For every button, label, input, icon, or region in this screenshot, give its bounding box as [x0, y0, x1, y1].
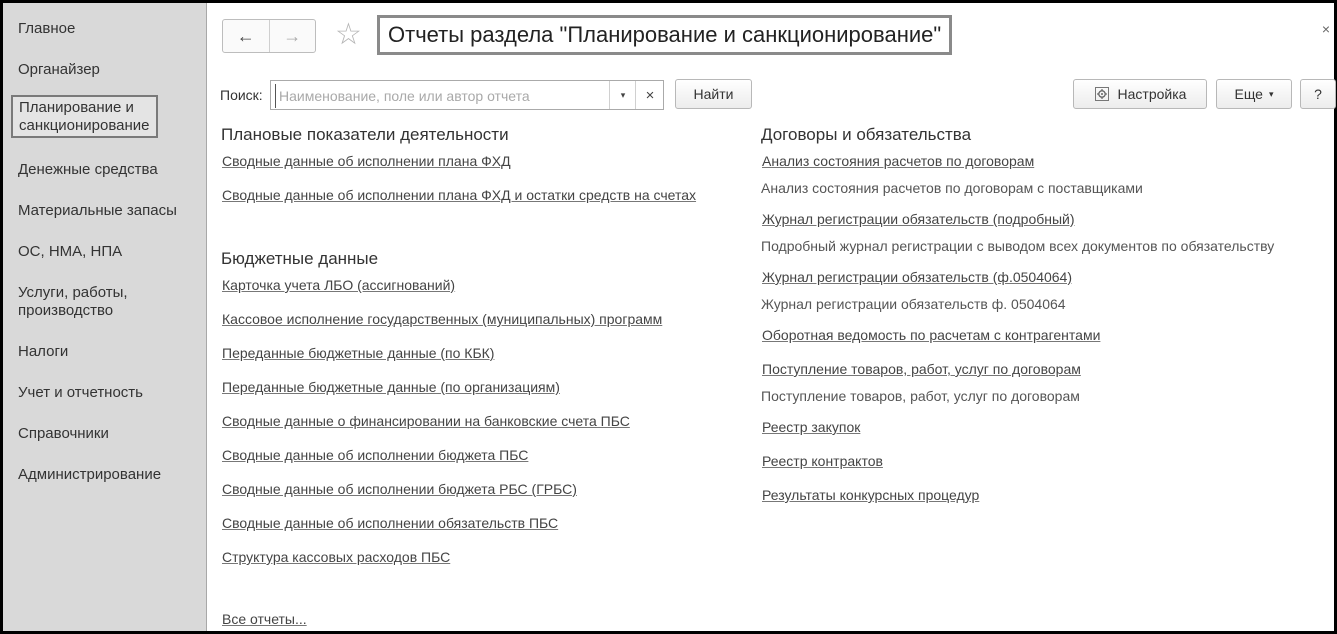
- page-title: Отчеты раздела "Планирование и санкционирование": [377, 15, 952, 55]
- sidebar-item-fixed-assets[interactable]: ОС, НМА, НПА: [18, 243, 123, 260]
- report-link[interactable]: Сводные данные об исполнении бюджета ПБС: [222, 447, 529, 463]
- group-title-plan-indicators: Плановые показатели деятельности: [221, 125, 509, 144]
- settings-button-label: Настройка: [1117, 86, 1187, 102]
- navigation-buttons: [222, 19, 316, 53]
- report-description: Журнал регистрации обязательств ф. 0504064: [761, 296, 1066, 312]
- search-dropdown-icon[interactable]: ▾: [609, 81, 636, 109]
- sidebar-item-main[interactable]: Главное: [18, 20, 76, 37]
- sidebar-item-accounting[interactable]: Учет и отчетность: [18, 384, 143, 401]
- report-link[interactable]: Сводные данные об исполнении плана ФХД и остатки средств на счетах: [222, 187, 697, 203]
- report-link[interactable]: Журнал регистрации обязательств (ф.0504064): [762, 269, 1072, 285]
- search-field: [270, 80, 664, 110]
- settings-icon: [1094, 86, 1110, 102]
- report-link[interactable]: Реестр контрактов: [762, 453, 883, 469]
- sidebar-item-administration[interactable]: Администрирование: [18, 466, 162, 483]
- report-link[interactable]: Кассовое исполнение государственных (муниципальных) программ: [222, 311, 663, 327]
- report-description: Поступление товаров, работ, услуг по договорам: [761, 388, 1080, 404]
- report-link[interactable]: Анализ состояния расчетов по договорам: [762, 153, 1035, 169]
- report-link[interactable]: Карточка учета ЛБО (ассигнований): [222, 277, 456, 293]
- favorite-star-icon[interactable]: ☆: [335, 18, 362, 51]
- group-title-contracts: Договоры и обязательства: [761, 125, 972, 144]
- report-link[interactable]: Реестр закупок: [762, 419, 861, 435]
- sidebar-item-planning-line1: Планирование и: [19, 99, 134, 116]
- search-clear-icon[interactable]: ×: [635, 81, 664, 109]
- report-description: Подробный журнал регистрации с выводом всех документов по обязательству: [761, 238, 1275, 254]
- help-button[interactable]: [1300, 79, 1336, 109]
- sidebar: [3, 3, 207, 631]
- report-link[interactable]: Поступление товаров, работ, услуг по договорам: [762, 361, 1081, 377]
- report-link[interactable]: Переданные бюджетные данные (по организациям): [222, 379, 560, 395]
- search-label: Поиск:: [220, 87, 263, 103]
- report-description: Анализ состояния расчетов по договорам с поставщиками: [761, 180, 1143, 196]
- report-link[interactable]: Сводные данные об исполнении обязательств ПБС: [222, 515, 559, 531]
- sidebar-item-planning-line2: санкционирование: [19, 117, 150, 134]
- sidebar-item-taxes[interactable]: Налоги: [18, 343, 69, 360]
- find-button-label: Найти: [693, 86, 734, 102]
- report-link[interactable]: Журнал регистрации обязательств (подробный): [762, 211, 1075, 227]
- group-title-budget-data: Бюджетные данные: [221, 249, 379, 268]
- settings-button[interactable]: [1073, 79, 1207, 109]
- more-button-label: Еще: [1234, 86, 1263, 102]
- report-link[interactable]: Оборотная ведомость по расчетам с контрагентами: [762, 327, 1101, 343]
- all-reports-link[interactable]: Все отчеты...: [222, 611, 307, 627]
- report-link[interactable]: Структура кассовых расходов ПБС: [222, 549, 451, 565]
- sidebar-item-services[interactable]: [18, 284, 128, 320]
- close-icon[interactable]: ×: [1321, 21, 1330, 37]
- main-content: [207, 3, 1334, 631]
- report-link[interactable]: Сводные данные об исполнении бюджета РБС (ГРБС): [222, 481, 577, 497]
- sidebar-item-services-line2: производство: [18, 302, 114, 319]
- sidebar-item-cash[interactable]: Денежные средства: [18, 161, 158, 178]
- sidebar-item-inventory[interactable]: Материальные запасы: [18, 202, 177, 219]
- chevron-down-icon: ▾: [1268, 88, 1274, 99]
- report-link[interactable]: Сводные данные о финансировании на банковские счета ПБС: [222, 413, 630, 429]
- report-link[interactable]: Сводные данные об исполнении плана ФХД: [222, 153, 511, 169]
- sidebar-item-organizer[interactable]: Органайзер: [18, 61, 100, 78]
- help-button-label: ?: [1314, 86, 1322, 102]
- sidebar-item-services-line1: Услуги, работы,: [18, 284, 128, 301]
- find-button[interactable]: [675, 79, 752, 109]
- report-link[interactable]: Результаты конкурсных процедур: [762, 487, 980, 503]
- search-input[interactable]: [275, 84, 611, 108]
- sidebar-item-catalogs[interactable]: Справочники: [18, 425, 109, 442]
- sidebar-item-planning[interactable]: [11, 95, 158, 138]
- forward-arrow-icon[interactable]: →: [283, 25, 302, 46]
- back-arrow-icon[interactable]: ←: [223, 20, 270, 52]
- more-button[interactable]: [1216, 79, 1292, 109]
- report-link[interactable]: Переданные бюджетные данные (по КБК): [222, 345, 495, 361]
